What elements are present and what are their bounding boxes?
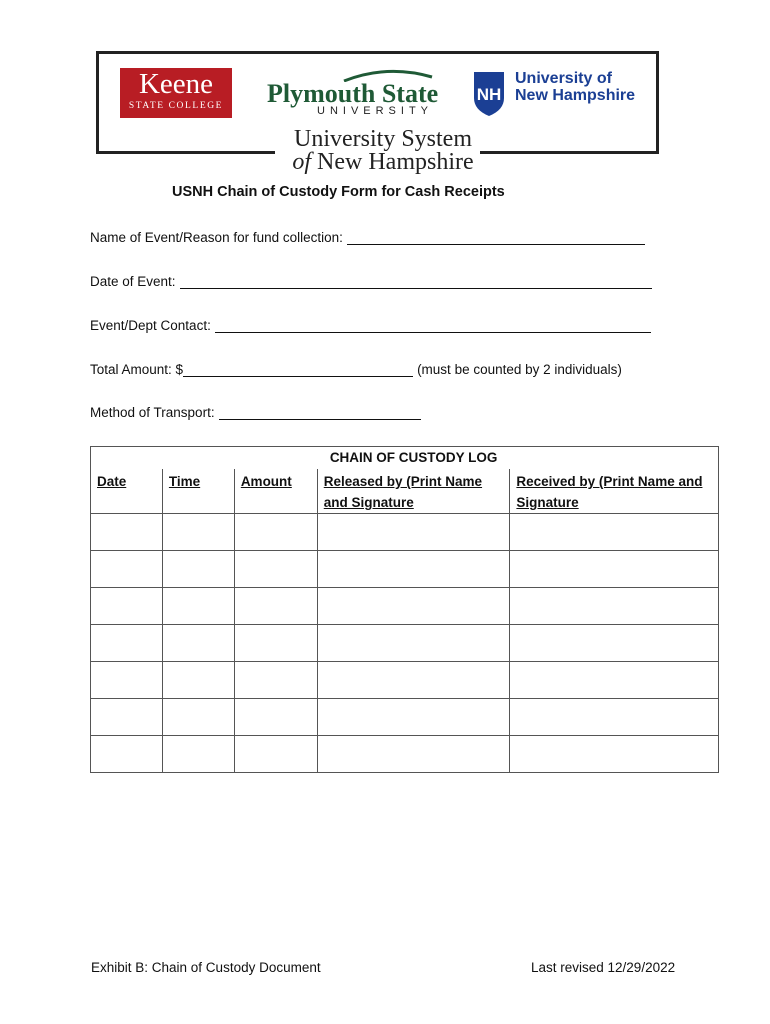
table-cell[interactable] <box>234 514 317 551</box>
log-header-row <box>91 469 719 514</box>
contact-input-line[interactable] <box>215 318 651 333</box>
table-cell[interactable] <box>234 625 317 662</box>
field-total-amount-label: Total Amount: $ <box>90 362 184 377</box>
table-cell[interactable] <box>91 588 163 625</box>
table-cell[interactable] <box>234 588 317 625</box>
event-date-input-line[interactable] <box>180 274 652 289</box>
log-title: CHAIN OF CUSTODY LOG <box>317 447 510 470</box>
table-row <box>91 736 719 773</box>
plymouth-state-logo <box>264 68 439 118</box>
field-event-date-label: Date of Event: <box>90 274 176 289</box>
usnh-logo-of: of <box>292 149 312 175</box>
table-cell[interactable] <box>510 736 719 773</box>
footer-exhibit: Exhibit B: Chain of Custody Document <box>91 960 321 975</box>
table-cell[interactable] <box>162 662 234 699</box>
col-time: Time <box>162 469 234 514</box>
plymouth-logo-sub: UNIVERSITY <box>317 105 434 117</box>
table-cell[interactable] <box>317 736 510 773</box>
table-cell[interactable] <box>317 514 510 551</box>
transport-input-line[interactable] <box>219 405 421 420</box>
log-title-blank <box>510 447 719 470</box>
table-cell[interactable] <box>510 662 719 699</box>
total-amount-note: (must be counted by 2 individuals) <box>417 362 622 377</box>
table-cell[interactable] <box>317 625 510 662</box>
table-cell[interactable] <box>91 514 163 551</box>
table-row <box>91 699 719 736</box>
unh-logo-line1: University of <box>515 70 612 87</box>
col-received-by: Received by (Print Name and Signature <box>510 469 719 514</box>
total-amount-input-line[interactable] <box>183 362 413 377</box>
table-cell[interactable] <box>234 736 317 773</box>
field-contact <box>90 318 651 333</box>
table-cell[interactable] <box>317 662 510 699</box>
keene-state-logo <box>120 68 232 118</box>
log-title-blank <box>91 447 163 470</box>
col-released-by: Released by (Print Name and Signature <box>317 469 510 514</box>
footer-revised: Last revised 12/29/2022 <box>531 960 676 975</box>
table-row <box>91 514 719 551</box>
col-date: Date <box>91 469 163 514</box>
field-event-date <box>90 274 652 289</box>
unh-shield-icon <box>471 70 507 118</box>
log-body <box>91 514 719 773</box>
keene-logo-name: Keene <box>138 68 214 100</box>
log-title-blank <box>162 447 234 470</box>
table-cell[interactable] <box>510 588 719 625</box>
svg-text:NH: NH <box>476 85 502 104</box>
event-name-input-line[interactable] <box>347 230 645 245</box>
table-cell[interactable] <box>91 662 163 699</box>
table-cell[interactable] <box>510 514 719 551</box>
unh-logo-line2: New Hampshire <box>515 87 636 104</box>
table-cell[interactable] <box>162 588 234 625</box>
unh-logo-text <box>515 70 635 104</box>
table-cell[interactable] <box>91 551 163 588</box>
plymouth-logo-name: Plymouth State <box>267 79 439 108</box>
table-cell[interactable] <box>162 699 234 736</box>
field-event-name-label: Name of Event/Reason for fund collection: <box>90 230 343 245</box>
table-cell[interactable] <box>162 625 234 662</box>
field-total-amount <box>90 362 622 377</box>
table-cell[interactable] <box>91 699 163 736</box>
table-cell[interactable] <box>510 625 719 662</box>
table-row <box>91 588 719 625</box>
log-title-blank <box>234 447 317 470</box>
table-cell[interactable] <box>162 514 234 551</box>
table-row <box>91 662 719 699</box>
usnh-logo-line2: New Hampshire <box>317 149 474 175</box>
table-cell[interactable] <box>162 551 234 588</box>
table-cell[interactable] <box>91 625 163 662</box>
table-cell[interactable] <box>317 588 510 625</box>
custody-log-table <box>90 446 719 773</box>
table-row <box>91 625 719 662</box>
usnh-logo-line1: University System <box>294 126 472 152</box>
keene-logo-sub: STATE COLLEGE <box>128 101 224 111</box>
table-cell[interactable] <box>510 551 719 588</box>
form-title: USNH Chain of Custody Form for Cash Receipts <box>172 184 505 200</box>
field-transport-label: Method of Transport: <box>90 405 215 420</box>
table-cell[interactable] <box>234 662 317 699</box>
usnh-logo <box>288 128 478 174</box>
table-cell[interactable] <box>510 699 719 736</box>
table-cell[interactable] <box>162 736 234 773</box>
field-contact-label: Event/Dept Contact: <box>90 318 211 333</box>
col-amount: Amount <box>234 469 317 514</box>
table-cell[interactable] <box>234 699 317 736</box>
table-cell[interactable] <box>317 551 510 588</box>
field-event-name <box>90 230 645 245</box>
table-row <box>91 551 719 588</box>
table-cell[interactable] <box>234 551 317 588</box>
field-transport <box>90 405 421 420</box>
table-cell[interactable] <box>91 736 163 773</box>
table-cell[interactable] <box>317 699 510 736</box>
